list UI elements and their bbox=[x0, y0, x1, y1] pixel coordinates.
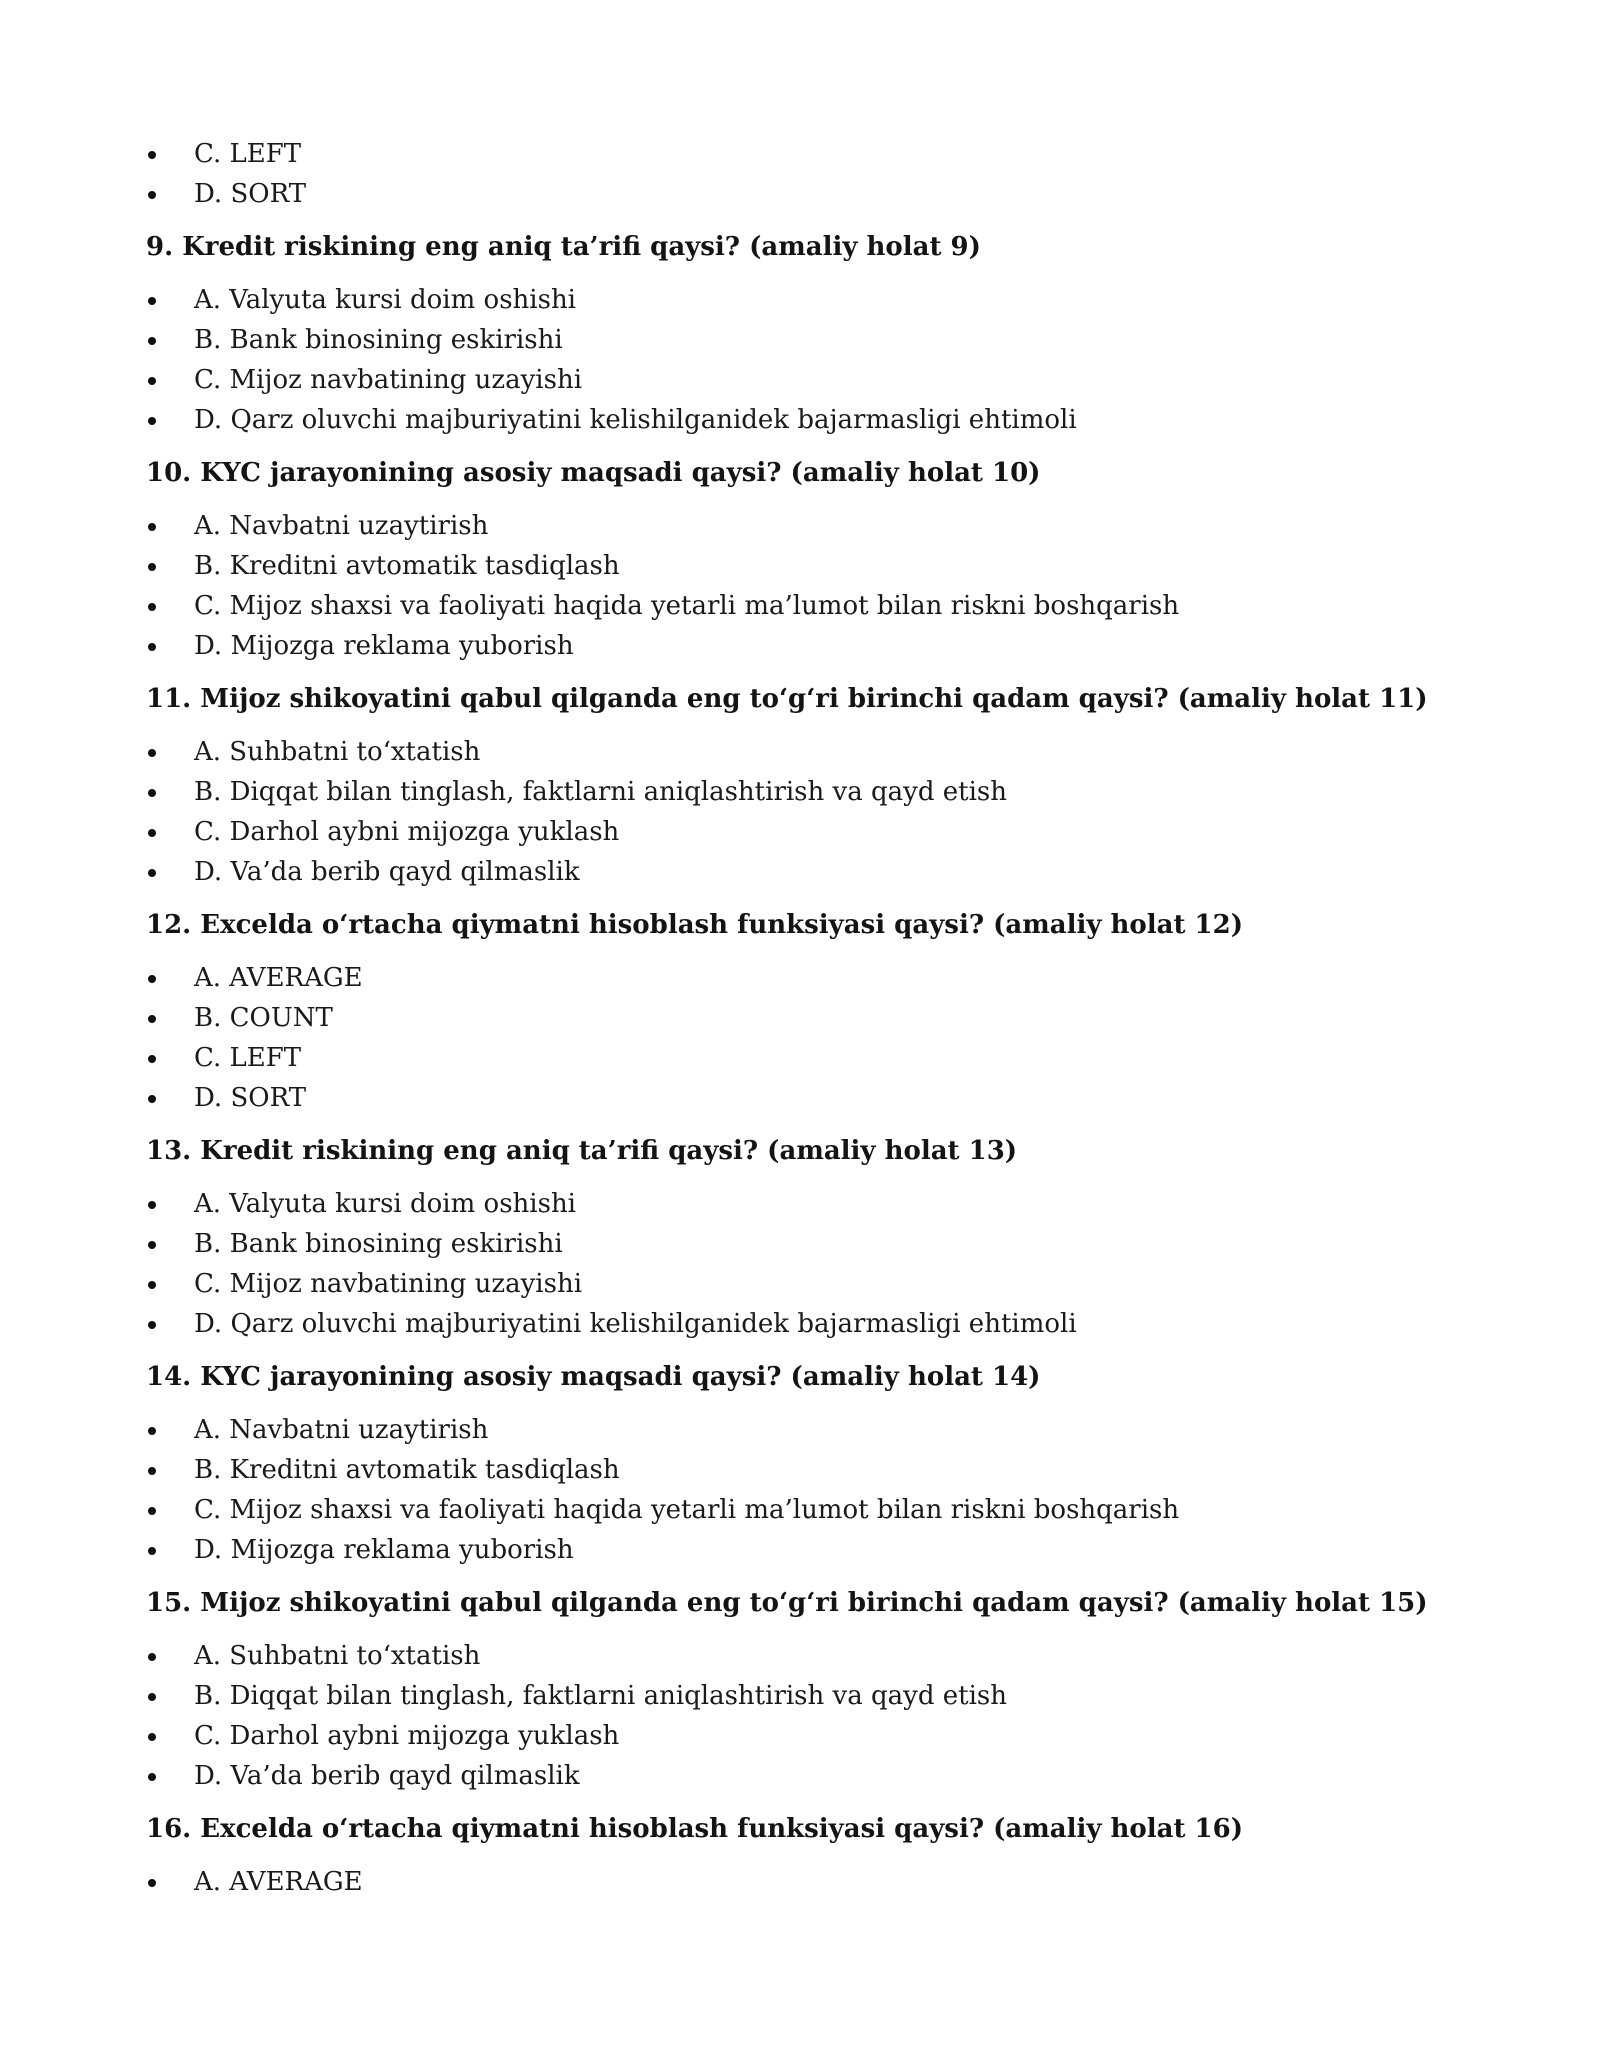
bullet-icon bbox=[146, 1862, 166, 1902]
bullet-icon bbox=[146, 1078, 166, 1118]
bullet-icon bbox=[146, 1410, 166, 1450]
option-label: D. Va’da berib qayd qilmaslik bbox=[194, 1761, 580, 1791]
question-title: 13. Kredit riskining eng aniq ta’rifi qaysi? (amaliy holat 13) bbox=[146, 1136, 1018, 1166]
option-item bbox=[146, 1184, 1486, 1224]
option-label: D. Qarz oluvchi majburiyatini kelishilganidek bajarmasligi ehtimoli bbox=[194, 1309, 1077, 1339]
bullet-icon bbox=[146, 1038, 166, 1078]
option-item bbox=[146, 1264, 1486, 1304]
option-label: C. Mijoz navbatining uzayishi bbox=[194, 1269, 583, 1299]
question-title: 15. Mijoz shikoyatini qabul qilganda eng to‘g‘ri birinchi qadam qaysi? (amaliy holat 15) bbox=[146, 1588, 1428, 1618]
option-item bbox=[146, 546, 1486, 586]
option-label: C. Darhol aybni mijozga yuklash bbox=[194, 1721, 620, 1751]
bullet-icon bbox=[146, 586, 166, 626]
bullet-icon bbox=[146, 1304, 166, 1344]
bullet-icon bbox=[146, 1530, 166, 1570]
option-label: C. Darhol aybni mijozga yuklash bbox=[194, 817, 620, 847]
bullet-icon bbox=[146, 174, 166, 214]
option-label: C. LEFT bbox=[194, 139, 302, 169]
option-item bbox=[146, 506, 1486, 546]
option-item bbox=[146, 772, 1486, 812]
bullet-icon bbox=[146, 958, 166, 998]
option-item bbox=[146, 852, 1486, 892]
option-label: B. COUNT bbox=[194, 1003, 333, 1033]
option-label: A. Suhbatni to‘xtatish bbox=[194, 1641, 481, 1671]
option-item bbox=[146, 174, 1486, 214]
question-list bbox=[146, 134, 1486, 1915]
option-item bbox=[146, 1224, 1486, 1264]
option-label: A. Navbatni uzaytirish bbox=[194, 511, 489, 541]
bullet-icon bbox=[146, 1490, 166, 1530]
option-label: B. Kreditni avtomatik tasdiqlash bbox=[194, 1455, 620, 1485]
option-label: D. Qarz oluvchi majburiyatini kelishilganidek bajarmasligi ehtimoli bbox=[194, 405, 1077, 435]
option-list bbox=[146, 134, 1486, 214]
option-item bbox=[146, 280, 1486, 320]
bullet-icon bbox=[146, 1264, 166, 1304]
option-item bbox=[146, 1078, 1486, 1118]
option-label: A. AVERAGE bbox=[194, 1867, 363, 1897]
option-item bbox=[146, 812, 1486, 852]
bullet-icon bbox=[146, 546, 166, 586]
question-block bbox=[146, 1583, 1486, 1796]
option-item bbox=[146, 400, 1486, 440]
option-item bbox=[146, 1410, 1486, 1450]
bullet-icon bbox=[146, 1716, 166, 1756]
option-label: A. Suhbatni to‘xtatish bbox=[194, 737, 481, 767]
bullet-icon bbox=[146, 400, 166, 440]
option-label: C. Mijoz shaxsi va faoliyati haqida yetarli ma’lumot bilan riskni boshqarish bbox=[194, 591, 1180, 621]
option-label: C. LEFT bbox=[194, 1043, 302, 1073]
bullet-icon bbox=[146, 852, 166, 892]
option-item bbox=[146, 360, 1486, 400]
option-item bbox=[146, 1756, 1486, 1796]
option-item bbox=[146, 1676, 1486, 1716]
option-item bbox=[146, 1490, 1486, 1530]
bullet-icon bbox=[146, 1756, 166, 1796]
option-item bbox=[146, 1450, 1486, 1490]
option-list bbox=[146, 1636, 1486, 1796]
bullet-icon bbox=[146, 320, 166, 360]
question-title: 16. Excelda o‘rtacha qiymatni hisoblash funksiyasi qaysi? (amaliy holat 16) bbox=[146, 1814, 1244, 1844]
option-label: A. AVERAGE bbox=[194, 963, 363, 993]
option-label: B. Bank binosining eskirishi bbox=[194, 325, 563, 355]
option-item bbox=[146, 958, 1486, 998]
question-title: 14. KYC jarayonining asosiy maqsadi qaysi? (amaliy holat 14) bbox=[146, 1362, 1041, 1392]
bullet-icon bbox=[146, 998, 166, 1038]
bullet-icon bbox=[146, 506, 166, 546]
option-label: A. Navbatni uzaytirish bbox=[194, 1415, 489, 1445]
option-label: B. Diqqat bilan tinglash, faktlarni aniqlashtirish va qayd etish bbox=[194, 777, 1007, 807]
bullet-icon bbox=[146, 1450, 166, 1490]
option-label: A. Valyuta kursi doim oshishi bbox=[194, 285, 577, 315]
option-list bbox=[146, 506, 1486, 666]
question-block bbox=[146, 1357, 1486, 1570]
option-list bbox=[146, 1184, 1486, 1344]
option-item bbox=[146, 732, 1486, 772]
option-item bbox=[146, 586, 1486, 626]
bullet-icon bbox=[146, 772, 166, 812]
bullet-icon bbox=[146, 280, 166, 320]
option-list bbox=[146, 732, 1486, 892]
option-list bbox=[146, 1410, 1486, 1570]
option-label: D. SORT bbox=[194, 1083, 307, 1113]
option-item bbox=[146, 1716, 1486, 1756]
question-block bbox=[146, 453, 1486, 666]
option-item bbox=[146, 998, 1486, 1038]
question-title: 9. Kredit riskining eng aniq ta’rifi qaysi? (amaliy holat 9) bbox=[146, 232, 981, 262]
bullet-icon bbox=[146, 1184, 166, 1224]
question-block bbox=[146, 1131, 1486, 1344]
option-label: B. Diqqat bilan tinglash, faktlarni aniqlashtirish va qayd etish bbox=[194, 1681, 1007, 1711]
option-label: D. Va’da berib qayd qilmaslik bbox=[194, 857, 580, 887]
option-label: D. SORT bbox=[194, 179, 307, 209]
question-block bbox=[146, 679, 1486, 892]
option-label: B. Bank binosining eskirishi bbox=[194, 1229, 563, 1259]
bullet-icon bbox=[146, 360, 166, 400]
option-label: C. Mijoz navbatining uzayishi bbox=[194, 365, 583, 395]
option-item bbox=[146, 1038, 1486, 1078]
option-item bbox=[146, 1636, 1486, 1676]
question-block bbox=[146, 134, 1486, 214]
option-label: D. Mijozga reklama yuborish bbox=[194, 1535, 574, 1565]
option-item bbox=[146, 1862, 1486, 1902]
bullet-icon bbox=[146, 1676, 166, 1716]
option-list bbox=[146, 958, 1486, 1118]
bullet-icon bbox=[146, 134, 166, 174]
question-block bbox=[146, 1809, 1486, 1902]
bullet-icon bbox=[146, 1224, 166, 1264]
option-label: D. Mijozga reklama yuborish bbox=[194, 631, 574, 661]
question-block bbox=[146, 227, 1486, 440]
question-title: 12. Excelda o‘rtacha qiymatni hisoblash funksiyasi qaysi? (amaliy holat 12) bbox=[146, 910, 1244, 940]
bullet-icon bbox=[146, 812, 166, 852]
option-label: C. Mijoz shaxsi va faoliyati haqida yetarli ma’lumot bilan riskni boshqarish bbox=[194, 1495, 1180, 1525]
option-label: B. Kreditni avtomatik tasdiqlash bbox=[194, 551, 620, 581]
question-title: 11. Mijoz shikoyatini qabul qilganda eng to‘g‘ri birinchi qadam qaysi? (amaliy holat 11) bbox=[146, 684, 1428, 714]
option-item bbox=[146, 134, 1486, 174]
question-block bbox=[146, 905, 1486, 1118]
option-label: A. Valyuta kursi doim oshishi bbox=[194, 1189, 577, 1219]
option-list bbox=[146, 280, 1486, 440]
bullet-icon bbox=[146, 1636, 166, 1676]
option-item bbox=[146, 320, 1486, 360]
option-item bbox=[146, 1530, 1486, 1570]
question-title: 10. KYC jarayonining asosiy maqsadi qaysi? (amaliy holat 10) bbox=[146, 458, 1041, 488]
option-list bbox=[146, 1862, 1486, 1902]
bullet-icon bbox=[146, 626, 166, 666]
bullet-icon bbox=[146, 732, 166, 772]
option-item bbox=[146, 626, 1486, 666]
option-item bbox=[146, 1304, 1486, 1344]
